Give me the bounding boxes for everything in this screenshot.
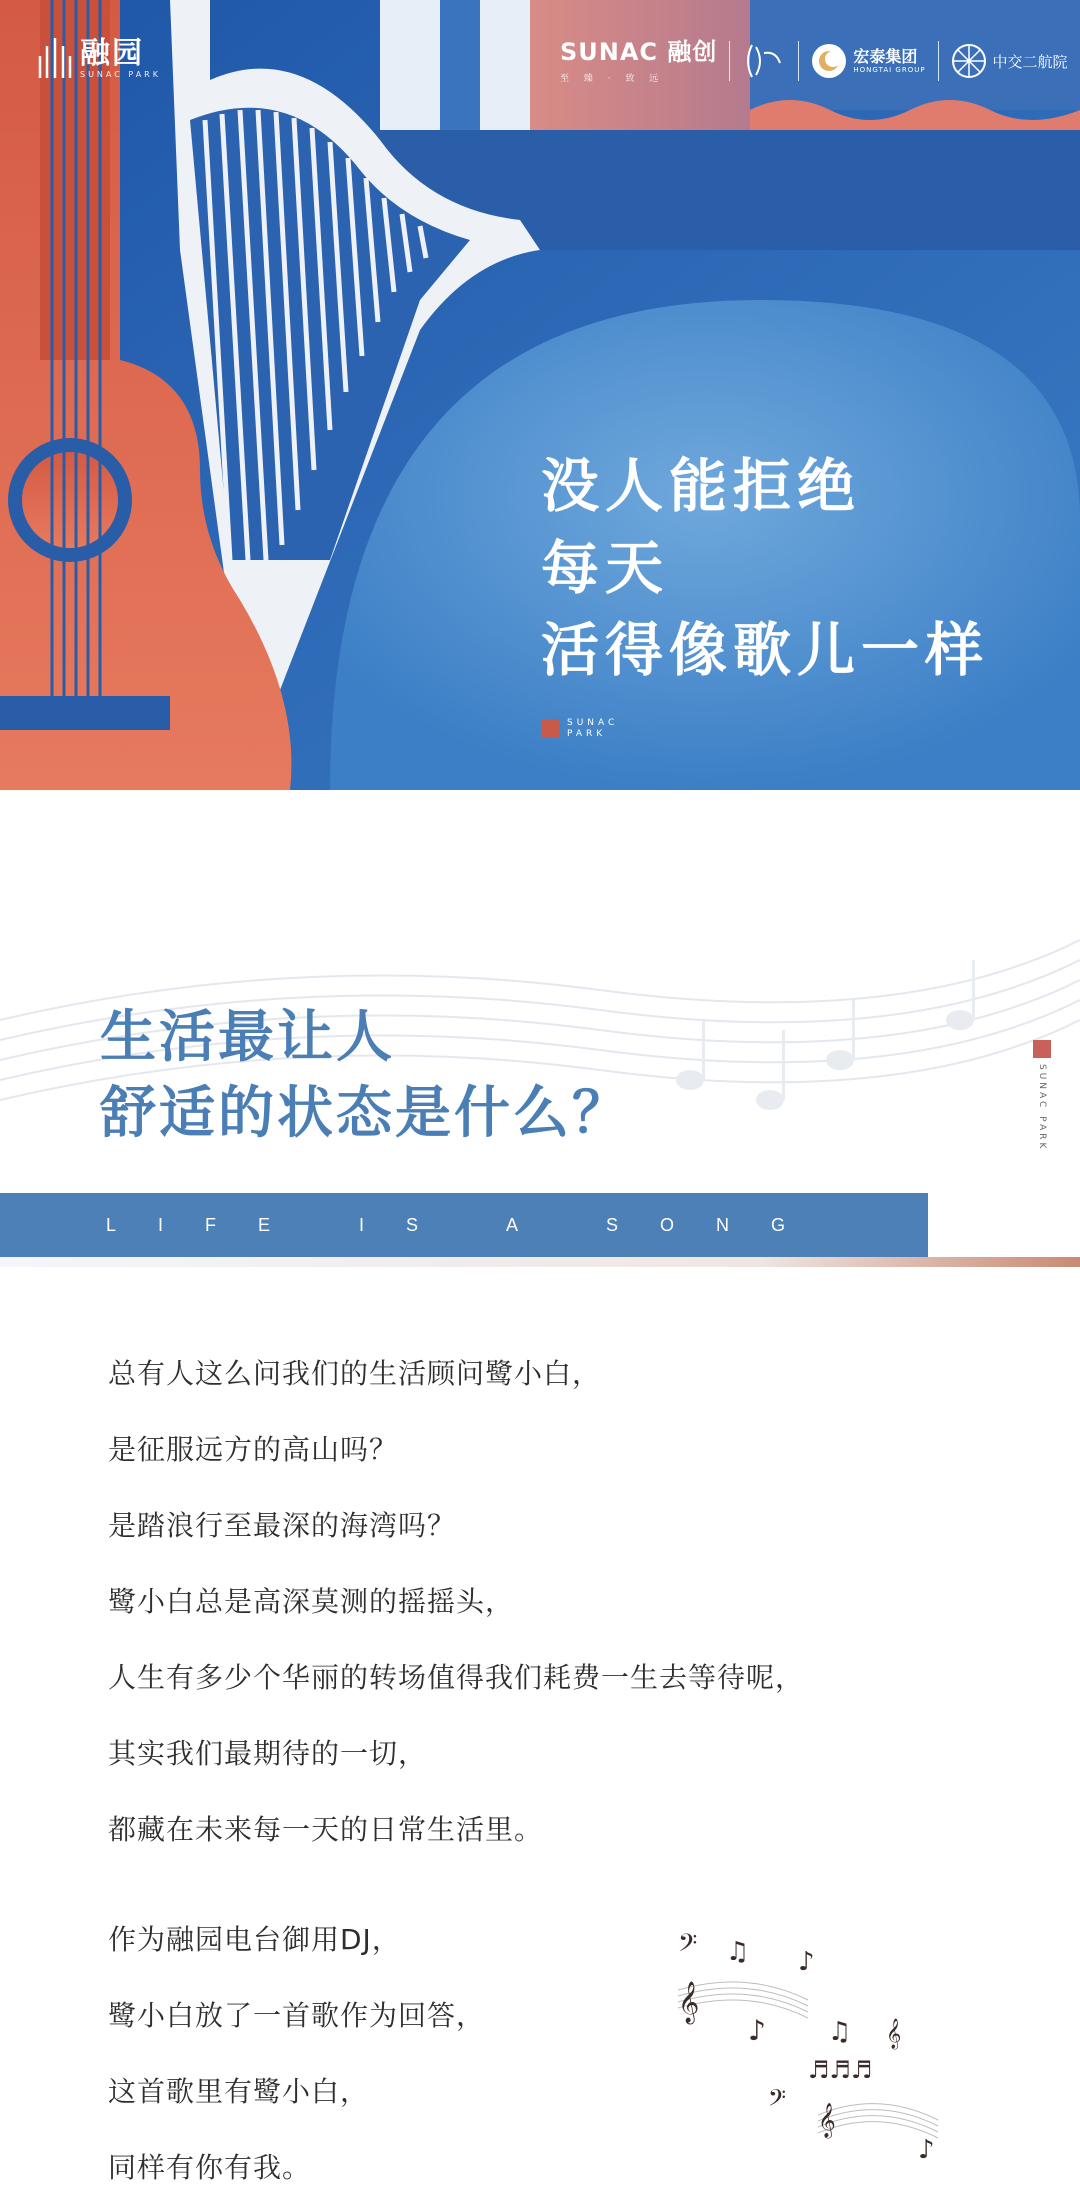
body-line: 其实我们最期待的一切，	[108, 1737, 428, 1770]
seal-icon	[541, 720, 559, 738]
svg-text:𝄢: 𝄢	[678, 1930, 698, 1964]
body-line: 都藏在未来每一天的日常生活里。	[108, 1813, 544, 1846]
brand-logo	[38, 36, 161, 80]
body-line: 同样有你有我。	[108, 2151, 312, 2184]
body-line: 总有人这么问我们的生活顾问鹭小白，	[108, 1357, 602, 1390]
partner-art-logo	[730, 41, 798, 81]
svg-text:♫: ♫	[726, 1937, 750, 1967]
zhongjiao-emblem-icon	[951, 43, 987, 79]
brand-name-cn: 融园	[80, 35, 144, 71]
hero-headline	[541, 445, 989, 691]
svg-text:♪: ♪	[748, 2014, 766, 2047]
body-line: 是踏浪行至最深的海湾吗？	[108, 1509, 457, 1542]
svg-text:♫: ♫	[828, 2017, 852, 2047]
brand-name-en: SUNAC PARK	[80, 69, 161, 79]
partner-hongtai-logo: 宏泰集团 HONGTAI GROUP	[799, 43, 937, 79]
brand-mark-icon	[38, 36, 72, 80]
hero-banner	[0, 0, 1080, 790]
hero-headline-line: 活得像歌儿一样	[541, 616, 990, 684]
hero-badge: SUNAC PARK	[541, 718, 618, 740]
question-line: 生活最让人	[100, 1005, 395, 1070]
seal-icon	[1033, 1040, 1051, 1058]
body-line: 是征服远方的高山吗？	[108, 1433, 399, 1466]
body-line: 人生有多少个华丽的转场值得我们耗费一生去等待呢，	[108, 1661, 805, 1694]
partner-sunac-logo: SUNAC 融创 至 臻 · 致 远	[560, 37, 718, 84]
hongtai-emblem-icon	[811, 43, 847, 79]
music-notes-illustration	[668, 1930, 968, 2160]
svg-text:𝄞: 𝄞	[886, 2019, 902, 2049]
svg-text:♬♬♬: ♬♬♬	[808, 2056, 873, 2084]
svg-text:♪: ♪	[798, 1947, 815, 1977]
slogan-text: LIFE IS A SONG	[106, 1214, 828, 1235]
hero-headline-line: 没人能拒绝	[541, 452, 862, 520]
svg-text:♪: ♪	[918, 2135, 935, 2160]
body-line: 鹭小白放了一首歌作为回答，	[108, 1999, 486, 2032]
slogan-band	[0, 1193, 928, 1257]
svg-text:𝄞: 𝄞	[678, 1982, 700, 2023]
divider-gradient	[0, 1257, 1080, 1267]
question-line: 舒适的状态是什么？	[100, 1081, 631, 1146]
art-logo-icon	[742, 41, 786, 81]
hero-headline-line: 每天	[541, 534, 670, 602]
side-badge: SUNAC PARK	[1032, 1040, 1052, 1151]
body-line: 这首歌里有鹭小白，	[108, 2075, 370, 2108]
section-question-title	[100, 1000, 631, 1152]
svg-text:𝄞: 𝄞	[818, 2103, 836, 2138]
body-line: 鹭小白总是高深莫测的摇摇头，	[108, 1585, 515, 1618]
partner-zhongjiao-logo: 中交二航院	[939, 43, 1080, 79]
svg-text:𝄢: 𝄢	[768, 2084, 787, 2117]
body-line: 作为融园电台御用DJ，	[108, 1923, 401, 1956]
partner-logos	[548, 32, 1080, 90]
paragraph-gap	[108, 1868, 988, 1902]
